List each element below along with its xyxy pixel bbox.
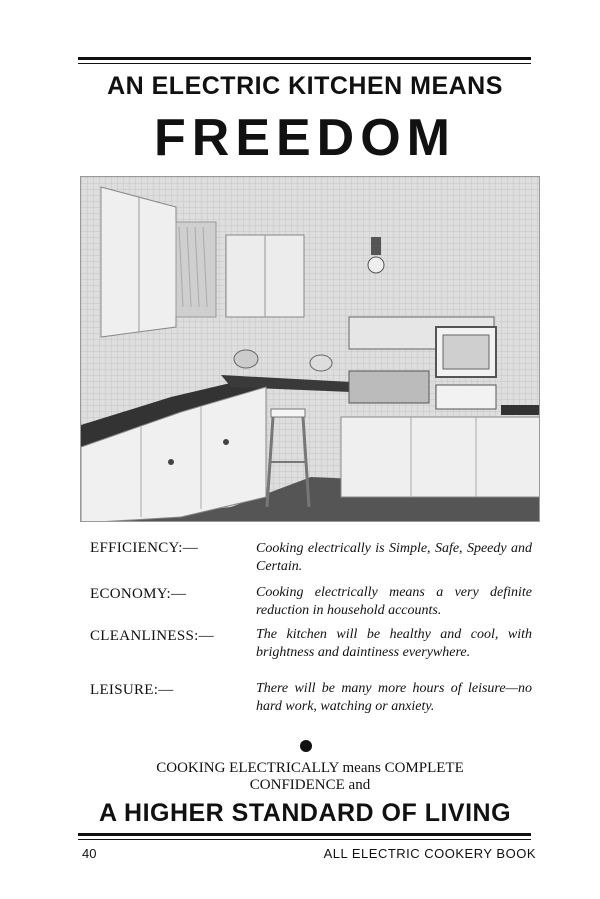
headline: AN ELECTRIC KITCHEN MEANS (107, 72, 503, 100)
benefit-desc-cleanliness: The kitchen will be healthy and cool, with brightness and daintiness everywhere. (256, 627, 532, 660)
kitchen-photo (80, 176, 540, 522)
benefit-label-efficiency: EFFICIENCY:— (90, 540, 199, 556)
top-rule-thick (78, 57, 531, 60)
benefit-label-cleanliness: CLEANLINESS:— (90, 628, 214, 644)
tagline: A HIGHER STANDARD OF LIVING (98, 799, 512, 827)
page-title: FREEDOM (154, 109, 456, 167)
book-title: ALL ELECTRIC COOKERY BOOK (323, 846, 536, 861)
bottom-rule-thick (78, 833, 531, 836)
benefit-label-economy: ECONOMY:— (90, 586, 187, 602)
benefit-label-leisure: LEISURE:— (90, 682, 174, 698)
bottom-rule-thin (78, 839, 531, 840)
page-number: 40 (82, 846, 97, 861)
bullet-dot (300, 740, 312, 752)
closing-line-2: CONFIDENCE and (249, 777, 371, 793)
kitchen-illustration (81, 177, 540, 522)
benefit-desc-leisure: There will be many more hours of leisure—no hard work, watching or anxiety. (256, 681, 532, 714)
benefit-desc-economy: Cooking electrically means a very definite reduction in household accounts. (256, 585, 532, 618)
top-rule-thin (78, 63, 531, 64)
benefit-desc-efficiency: Cooking electrically is Simple, Safe, Speedy and Certain. (256, 541, 532, 574)
closing-line-1: COOKING ELECTRICALLY means COMPLETE (156, 760, 464, 776)
